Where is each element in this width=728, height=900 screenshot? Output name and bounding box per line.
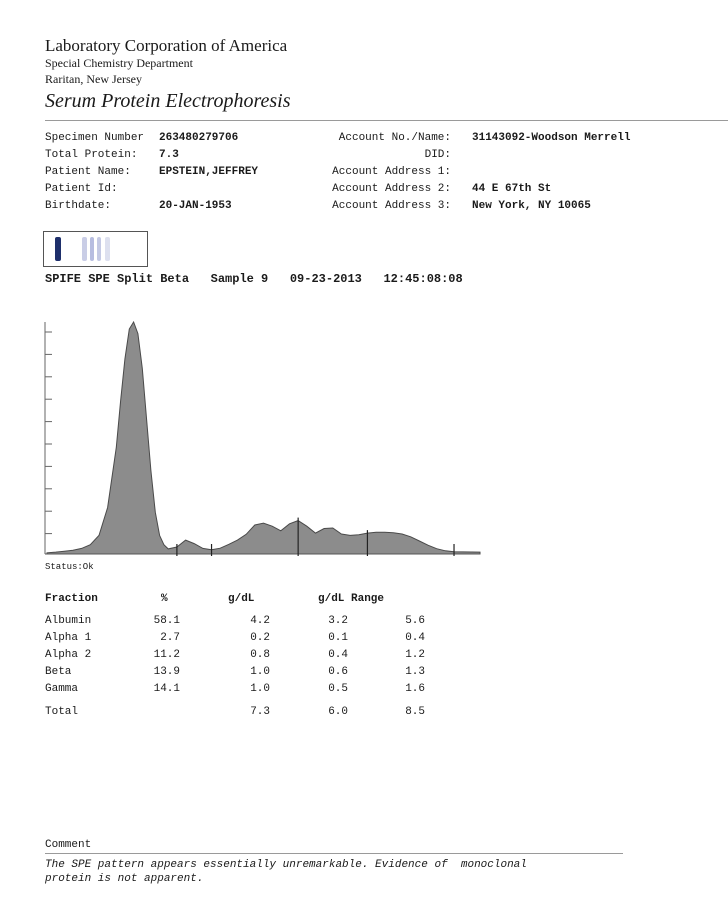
patient-name-label: Patient Name: bbox=[45, 166, 131, 178]
low-cell: 0.4 bbox=[328, 649, 348, 661]
percent-cell: 58.1 bbox=[153, 615, 180, 627]
table-row bbox=[45, 666, 445, 683]
low-cell: 0.1 bbox=[328, 632, 348, 644]
department-name: Special Chemistry Department bbox=[45, 56, 193, 70]
patient-name-value: EPSTEIN,JEFFREY bbox=[159, 166, 259, 178]
account-address-1-value bbox=[472, 164, 630, 181]
account-address-3-value: New York, NY 10065 bbox=[472, 200, 591, 212]
account-no-label: Account No./Name: bbox=[338, 132, 451, 144]
run-method: SPIFE SPE Split Beta bbox=[45, 272, 190, 286]
status-text: Status:Ok bbox=[45, 562, 94, 572]
patient-info-labels bbox=[45, 130, 144, 215]
run-time: 12:45:08:08 bbox=[383, 272, 463, 286]
low-cell: 0.5 bbox=[328, 683, 348, 695]
fraction-header: Fraction bbox=[45, 593, 98, 605]
fraction-cell: Alpha 2 bbox=[45, 649, 92, 661]
gamma-band bbox=[105, 237, 110, 261]
gdl-cell: 1.0 bbox=[250, 666, 270, 678]
total-protein-value: 7.3 bbox=[159, 149, 179, 161]
report-title: Serum Protein Electrophoresis bbox=[45, 90, 291, 112]
patient-info-values bbox=[159, 130, 258, 215]
birthdate-label: Birthdate: bbox=[45, 200, 112, 212]
patient-id-value bbox=[159, 181, 258, 198]
birthdate-value: 20-JAN-1953 bbox=[159, 200, 232, 212]
high-cell: 8.5 bbox=[405, 706, 425, 718]
gdl-header: g/dL bbox=[228, 593, 255, 605]
did-value bbox=[472, 147, 630, 164]
low-cell: 6.0 bbox=[328, 706, 348, 718]
account-address-3-label: Account Address 3: bbox=[332, 200, 451, 212]
total-protein-label: Total Protein: bbox=[45, 149, 138, 161]
patient-id-label: Patient Id: bbox=[45, 183, 118, 195]
gdl-cell: 4.2 bbox=[250, 615, 270, 627]
percent-cell: 11.2 bbox=[153, 649, 180, 661]
specimen-number-value: 263480279706 bbox=[159, 132, 239, 144]
lab-location: Raritan, New Jersey bbox=[45, 72, 142, 86]
percent-header: % bbox=[161, 593, 168, 605]
gdl-cell: 0.8 bbox=[250, 649, 270, 661]
gel-strip-image bbox=[43, 231, 148, 267]
percent-cell: 13.9 bbox=[153, 666, 180, 678]
did-label: DID: bbox=[424, 149, 451, 161]
fraction-cell: Gamma bbox=[45, 683, 79, 695]
comment-divider bbox=[45, 853, 623, 854]
high-cell: 1.3 bbox=[405, 666, 425, 678]
alpha1-band bbox=[82, 237, 87, 261]
run-info-line bbox=[45, 272, 463, 286]
account-address-2-label: Account Address 2: bbox=[332, 183, 451, 195]
high-cell: 1.2 bbox=[405, 649, 425, 661]
gdl-cell: 1.0 bbox=[250, 683, 270, 695]
account-address-1-label: Account Address 1: bbox=[332, 166, 451, 178]
table-row bbox=[45, 632, 445, 649]
lab-name: Laboratory Corporation of America bbox=[45, 36, 288, 55]
table-row bbox=[45, 649, 445, 666]
albumin-band bbox=[55, 237, 61, 261]
fraction-cell: Albumin bbox=[45, 615, 92, 627]
low-cell: 0.6 bbox=[328, 666, 348, 678]
high-cell: 1.6 bbox=[405, 683, 425, 695]
range-header: g/dL Range bbox=[318, 593, 385, 605]
densitometry-chart bbox=[40, 310, 500, 572]
fraction-cell: Total bbox=[45, 706, 79, 718]
percent-cell: 2.7 bbox=[160, 632, 180, 644]
gdl-cell: 0.2 bbox=[250, 632, 270, 644]
alpha2-band bbox=[90, 237, 94, 261]
beta-band bbox=[97, 237, 101, 261]
low-cell: 3.2 bbox=[328, 615, 348, 627]
specimen-number-label: Specimen Number bbox=[45, 132, 145, 144]
header-divider bbox=[45, 120, 728, 121]
account-no-value: 31143092-Woodson Merrell bbox=[472, 132, 631, 144]
table-total-row bbox=[45, 706, 445, 723]
account-info-labels bbox=[327, 130, 451, 215]
percent-cell: 14.1 bbox=[153, 683, 180, 695]
run-date: 09-23-2013 bbox=[289, 272, 362, 286]
table-row bbox=[45, 683, 445, 700]
table-row bbox=[45, 615, 445, 632]
account-info-values bbox=[472, 130, 630, 215]
high-cell: 0.4 bbox=[405, 632, 425, 644]
run-sample: Sample 9 bbox=[210, 272, 269, 286]
densitometry-curve bbox=[47, 322, 480, 554]
comment-label: Comment bbox=[45, 839, 92, 851]
high-cell: 5.6 bbox=[405, 615, 425, 627]
comment-text: The SPE pattern appears essentially unremarkable. Evidence of monoclonal protein is not apparent. bbox=[45, 859, 527, 885]
gdl-cell: 7.3 bbox=[250, 706, 270, 718]
fraction-cell: Beta bbox=[45, 666, 72, 678]
account-address-2-value: 44 E 67th St bbox=[472, 183, 552, 195]
fraction-cell: Alpha 1 bbox=[45, 632, 92, 644]
